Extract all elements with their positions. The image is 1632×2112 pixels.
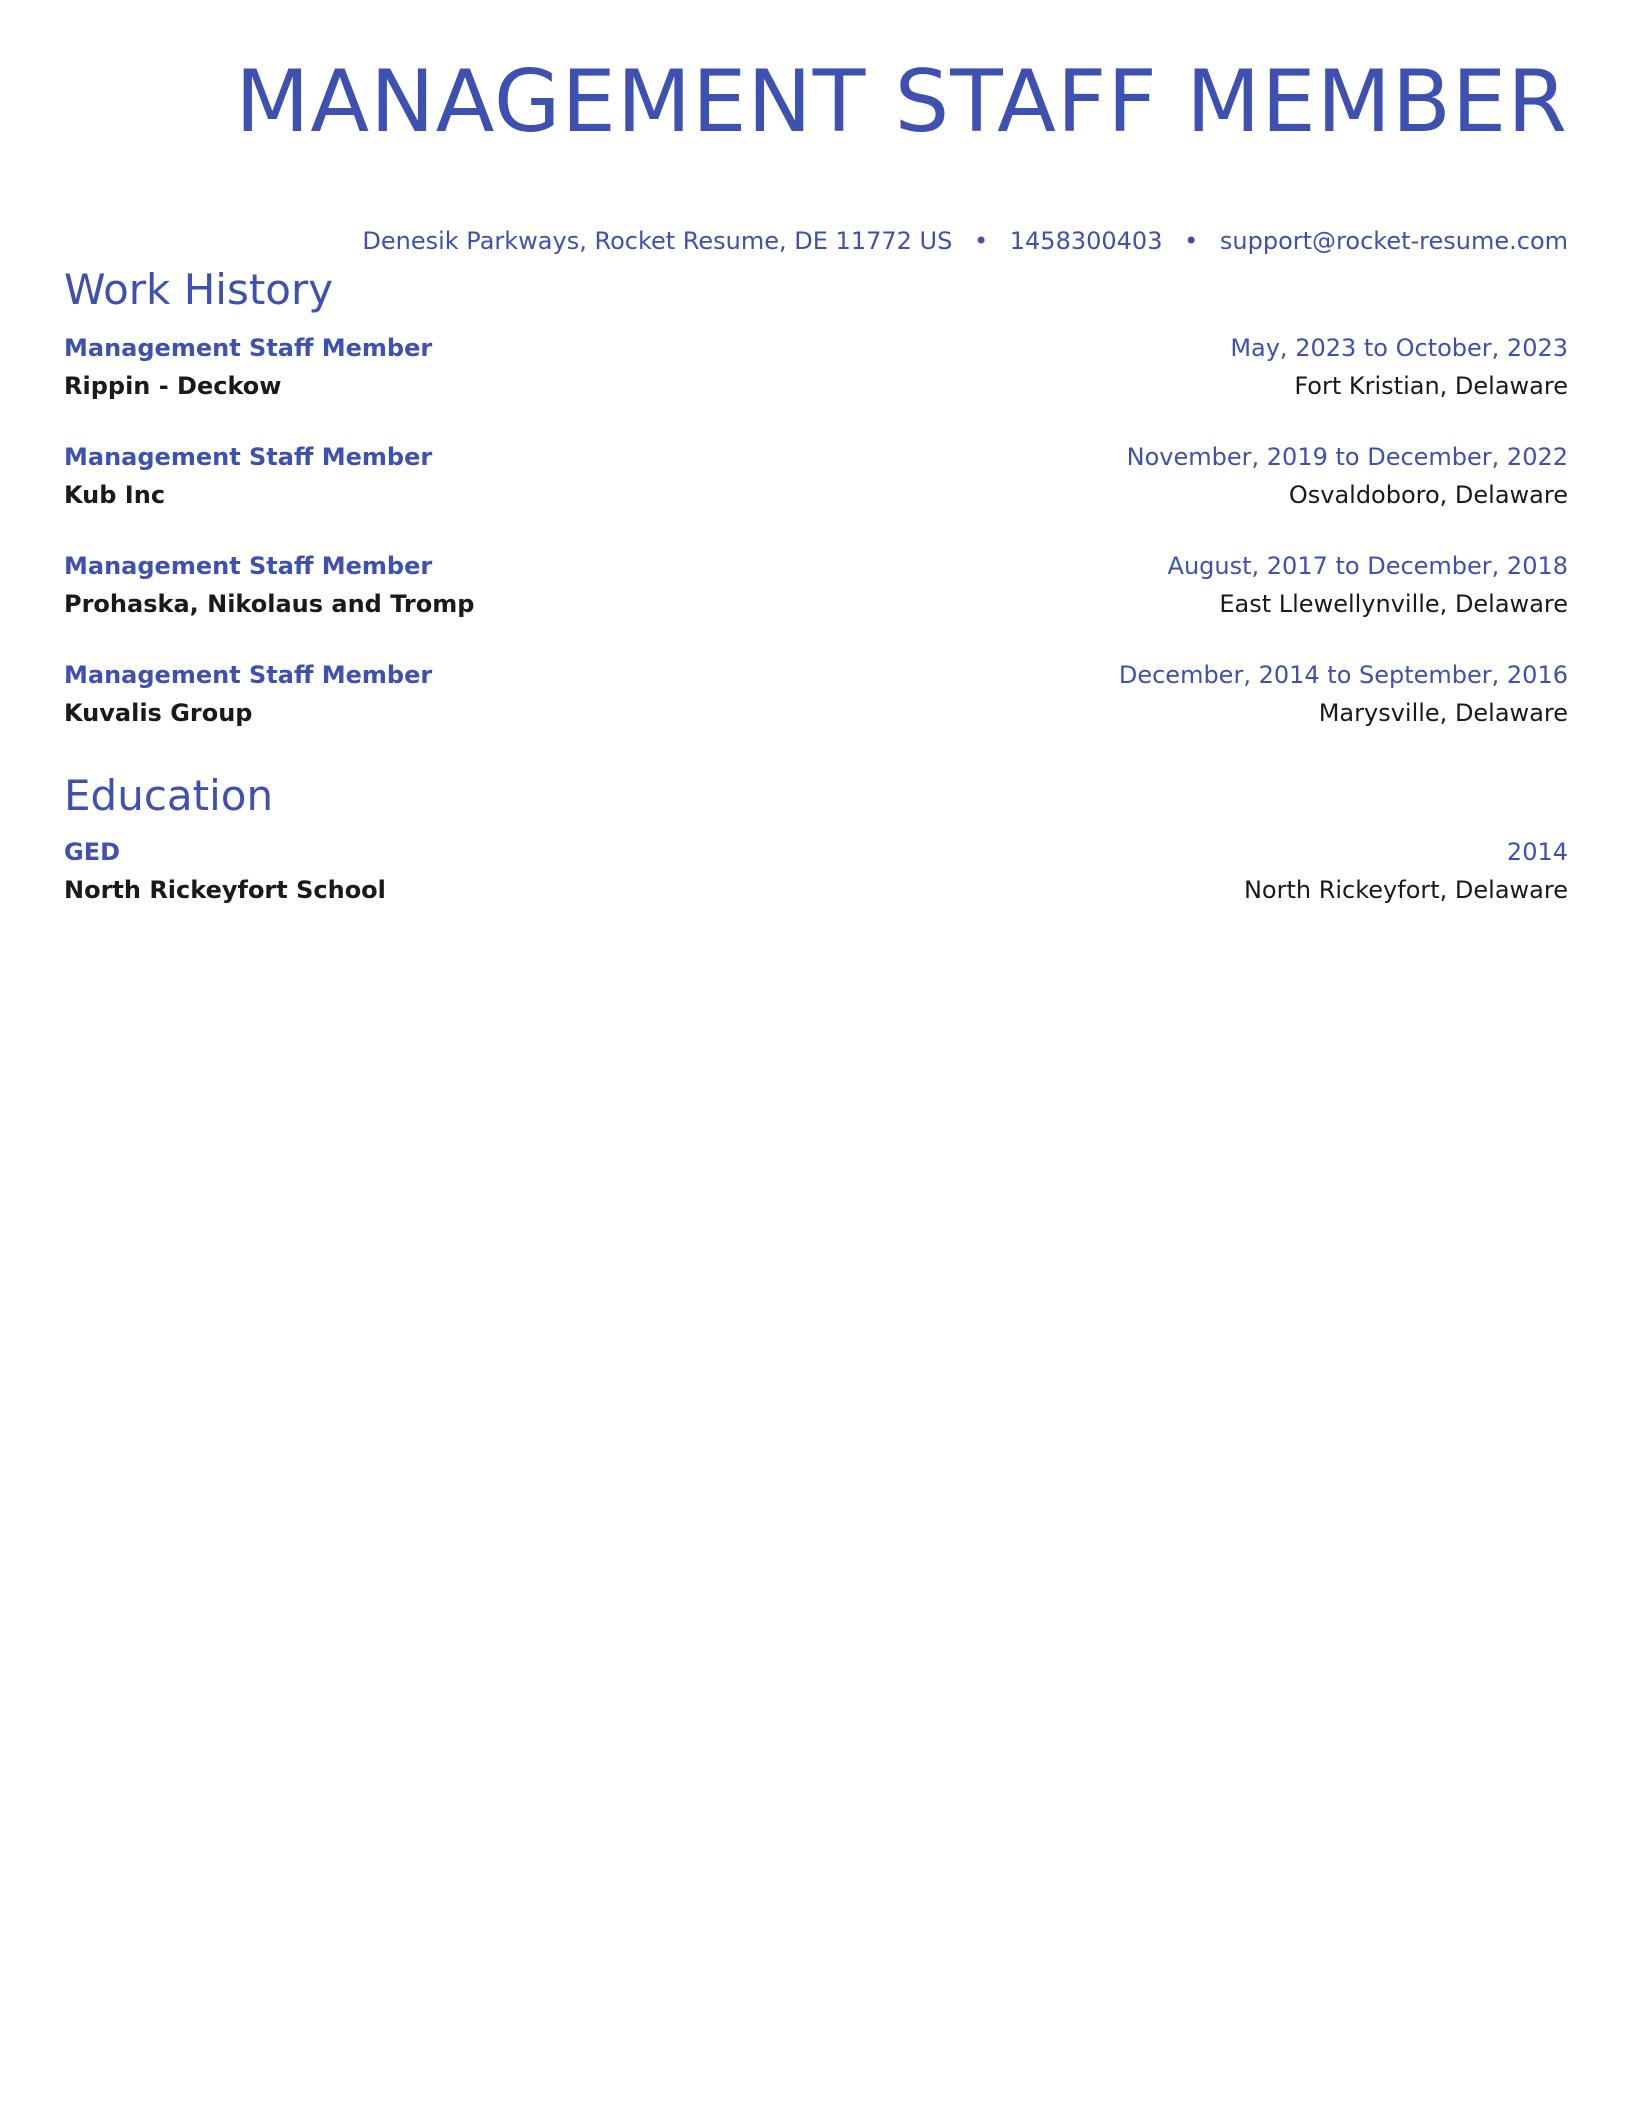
work-entry-top-row	[64, 656, 1568, 694]
contact-phone: 1458300403	[1009, 227, 1163, 255]
job-title: Management Staff Member	[64, 661, 433, 689]
degree-name: GED	[64, 838, 121, 866]
work-entry-bottom-row	[64, 476, 1568, 514]
company-name: Kub Inc	[64, 481, 166, 509]
work-history-heading: Work History	[64, 265, 334, 314]
company-name: Rippin - Deckow	[64, 372, 282, 400]
work-entry	[64, 656, 1568, 732]
education-entry-top-row	[64, 833, 1568, 871]
job-dates: November, 2019 to December, 2022	[1126, 443, 1568, 471]
resume-header	[64, 0, 1568, 256]
job-title: Management Staff Member	[64, 552, 433, 580]
job-dates: May, 2023 to October, 2023	[1230, 334, 1568, 362]
contact-email: support@rocket-resume.com	[1219, 227, 1568, 255]
resume-title: MANAGEMENT STAFF MEMBER	[235, 52, 1568, 152]
work-entry	[64, 547, 1568, 623]
job-location: East Llewellynville, Delaware	[1219, 590, 1568, 618]
contact-line	[64, 226, 1568, 256]
job-title: Management Staff Member	[64, 443, 433, 471]
education-year: 2014	[1506, 838, 1568, 866]
contact-separator: •	[1184, 227, 1199, 255]
school-name: North Rickeyfort School	[64, 876, 386, 904]
job-dates: December, 2014 to September, 2016	[1118, 661, 1568, 689]
job-location: Osvaldoboro, Delaware	[1288, 481, 1568, 509]
company-name: Prohaska, Nikolaus and Tromp	[64, 590, 475, 618]
education-entry-bottom-row	[64, 871, 1568, 909]
contact-address: Denesik Parkways, Rocket Resume, DE 11772 US	[362, 227, 953, 255]
job-title: Management Staff Member	[64, 334, 433, 362]
work-entry-bottom-row	[64, 694, 1568, 732]
work-entry-top-row	[64, 547, 1568, 585]
work-entry-top-row	[64, 329, 1568, 367]
work-entry-bottom-row	[64, 585, 1568, 623]
work-entry-bottom-row	[64, 367, 1568, 405]
work-entry-top-row	[64, 438, 1568, 476]
education-entry	[64, 833, 1568, 909]
company-name: Kuvalis Group	[64, 699, 253, 727]
work-entry	[64, 438, 1568, 514]
job-location: Marysville, Delaware	[1318, 699, 1568, 727]
work-entry	[64, 329, 1568, 405]
job-location: Fort Kristian, Delaware	[1294, 372, 1568, 400]
contact-separator: •	[973, 227, 989, 255]
education-heading: Education	[64, 771, 274, 820]
school-location: North Rickeyfort, Delaware	[1243, 876, 1568, 904]
job-dates: August, 2017 to December, 2018	[1167, 552, 1568, 580]
